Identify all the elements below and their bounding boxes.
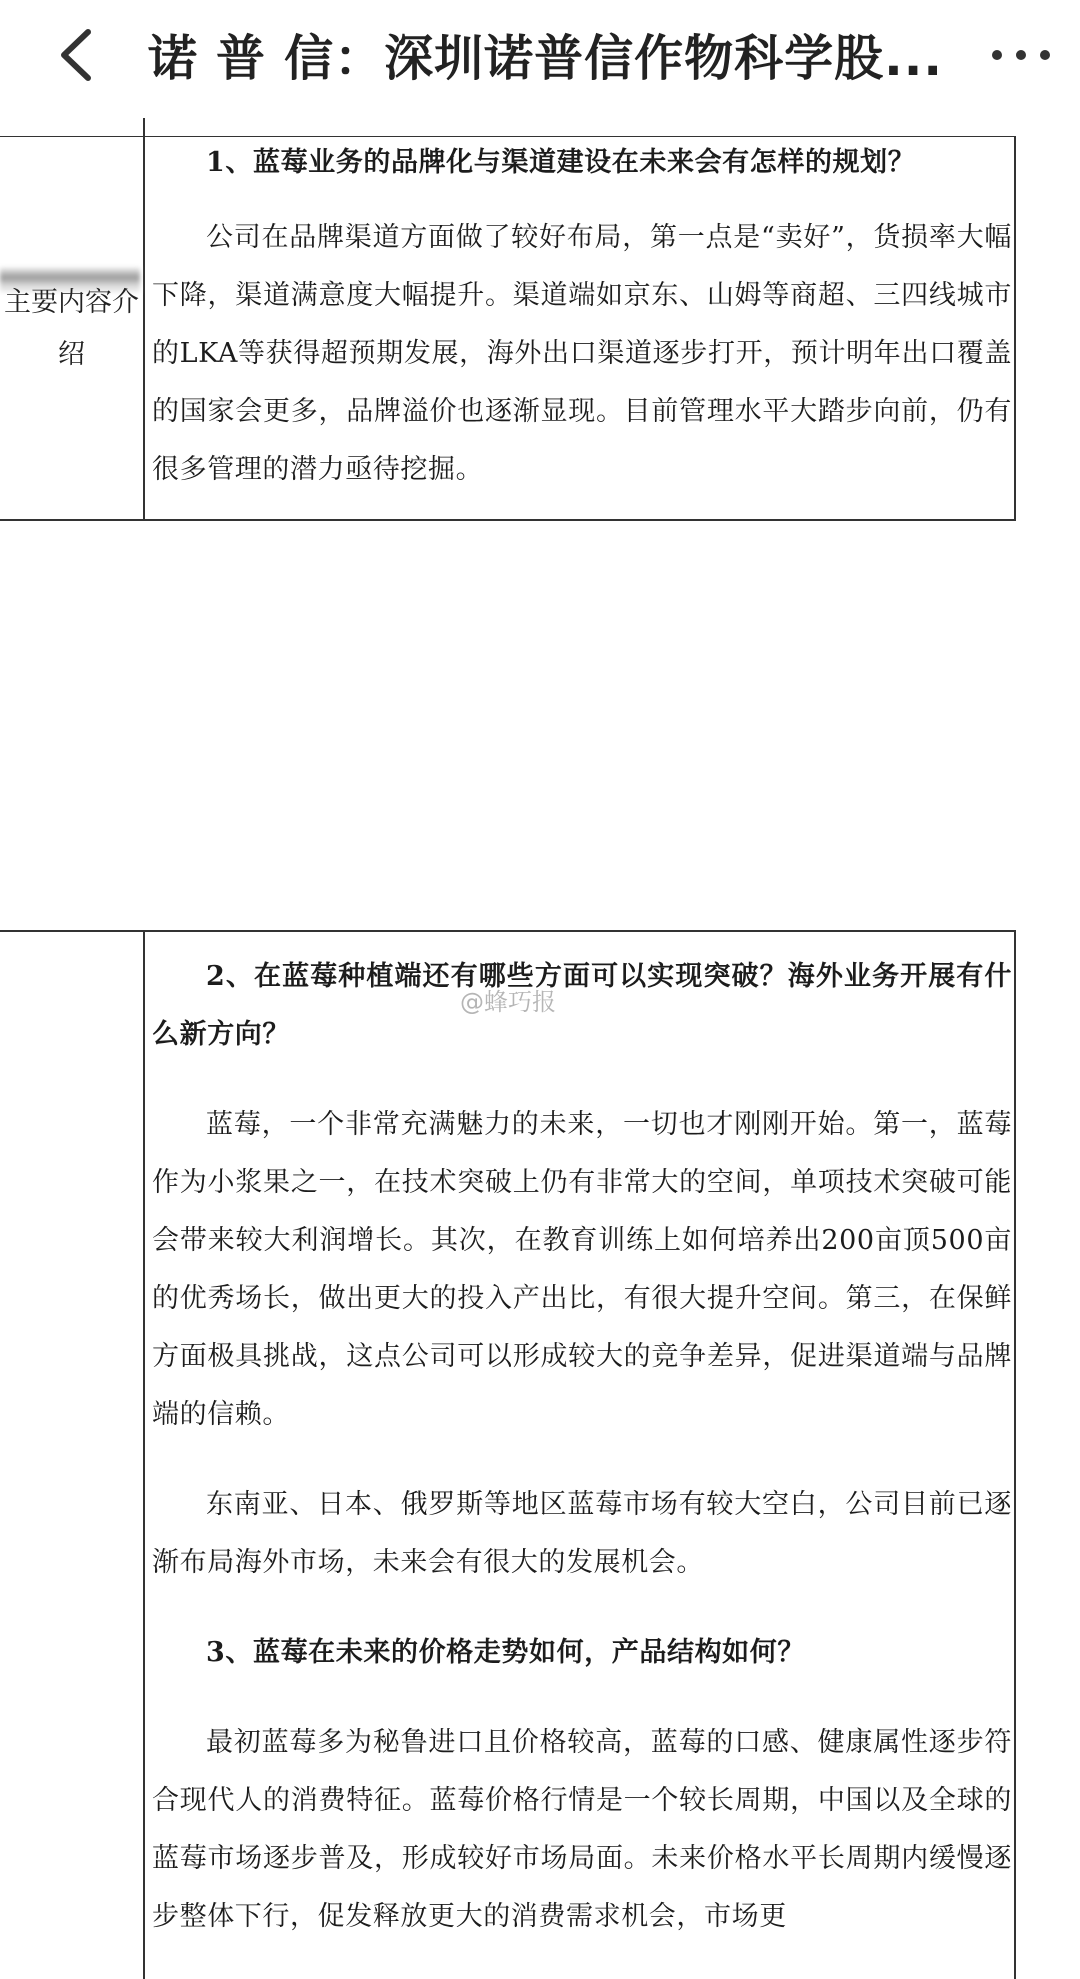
table-block-1	[0, 136, 1016, 521]
block-2-content	[152, 948, 1012, 1946]
answer-2a: 蓝莓，一个非常充满魅力的未来，一切也才刚刚开始。第一，蓝莓作为小浆果之一，在技术突破上仍有非常大的空间，单项技术突破可能会带来较大利润增长。其次，在教育训练上如何培养出200亩顶500亩的优秀场长，做出更大的投入产出比，有很大提升空间。第三，在保鲜方面极具挑战，这点公司可以形成较大的竞争差异，促进渠道端与品牌端的信赖。	[152, 1109, 1012, 1430]
table-block-2	[0, 930, 1016, 1979]
table-column-divider	[143, 932, 145, 1979]
document-scan[interactable]	[0, 118, 1080, 1977]
answer-1: 公司在品牌渠道方面做了较好布局，第一点是“卖好”，货损率大幅下降，渠道满意度大幅提升。渠道端如京东、山姆等商超、三四线城市的LKA等获得超预期发展，海外出口渠道逐步打开，预计明年出口覆盖的国家会更多，品牌溢价也逐渐显现。目前管理水平大踏步向前，仍有很多管理的潜力亟待挖掘。	[152, 222, 1012, 485]
question-3: 3、蓝莓在未来的价格走势如何，产品结构如何？	[206, 1637, 805, 1668]
question-2: 2、在蓝莓种植端还有哪些方面可以实现突破？海外业务开展有什么新方向？	[152, 961, 1012, 1050]
answer-2b: 东南亚、日本、俄罗斯等地区蓝莓市场有较大空白，公司目前已逐渐布局海外市场，未来会有很大的发展机会。	[152, 1489, 1012, 1578]
table-divider	[143, 118, 145, 136]
page-title: 诺 普 信：深圳诺普信作物科学股...	[148, 30, 943, 87]
table-column-divider	[143, 137, 145, 519]
top-navigation-bar	[0, 0, 1080, 118]
question-1: 1、蓝莓业务的品牌化与渠道建设在未来会有怎样的规划？	[206, 147, 916, 178]
back-button[interactable]	[50, 22, 106, 88]
more-options-button[interactable]	[988, 40, 1054, 70]
more-horizontal-icon	[988, 40, 1054, 70]
answer-3: 最初蓝莓多为秘鲁进口且价格较高，蓝莓的口感、健康属性逐步符合现代人的消费特征。蓝莓价格行情是一个较长周期，中国以及全球的蓝莓市场逐步普及，形成较好市场局面。未来价格水平长周期内缓慢逐步整体下行，促发释放更大的消费需求机会，市场更	[152, 1727, 1012, 1932]
chevron-left-icon	[50, 22, 106, 88]
section-label: 主要内容介绍	[4, 287, 139, 370]
watermark: @蜂巧报	[460, 988, 556, 1016]
block-1-content	[152, 137, 1012, 499]
